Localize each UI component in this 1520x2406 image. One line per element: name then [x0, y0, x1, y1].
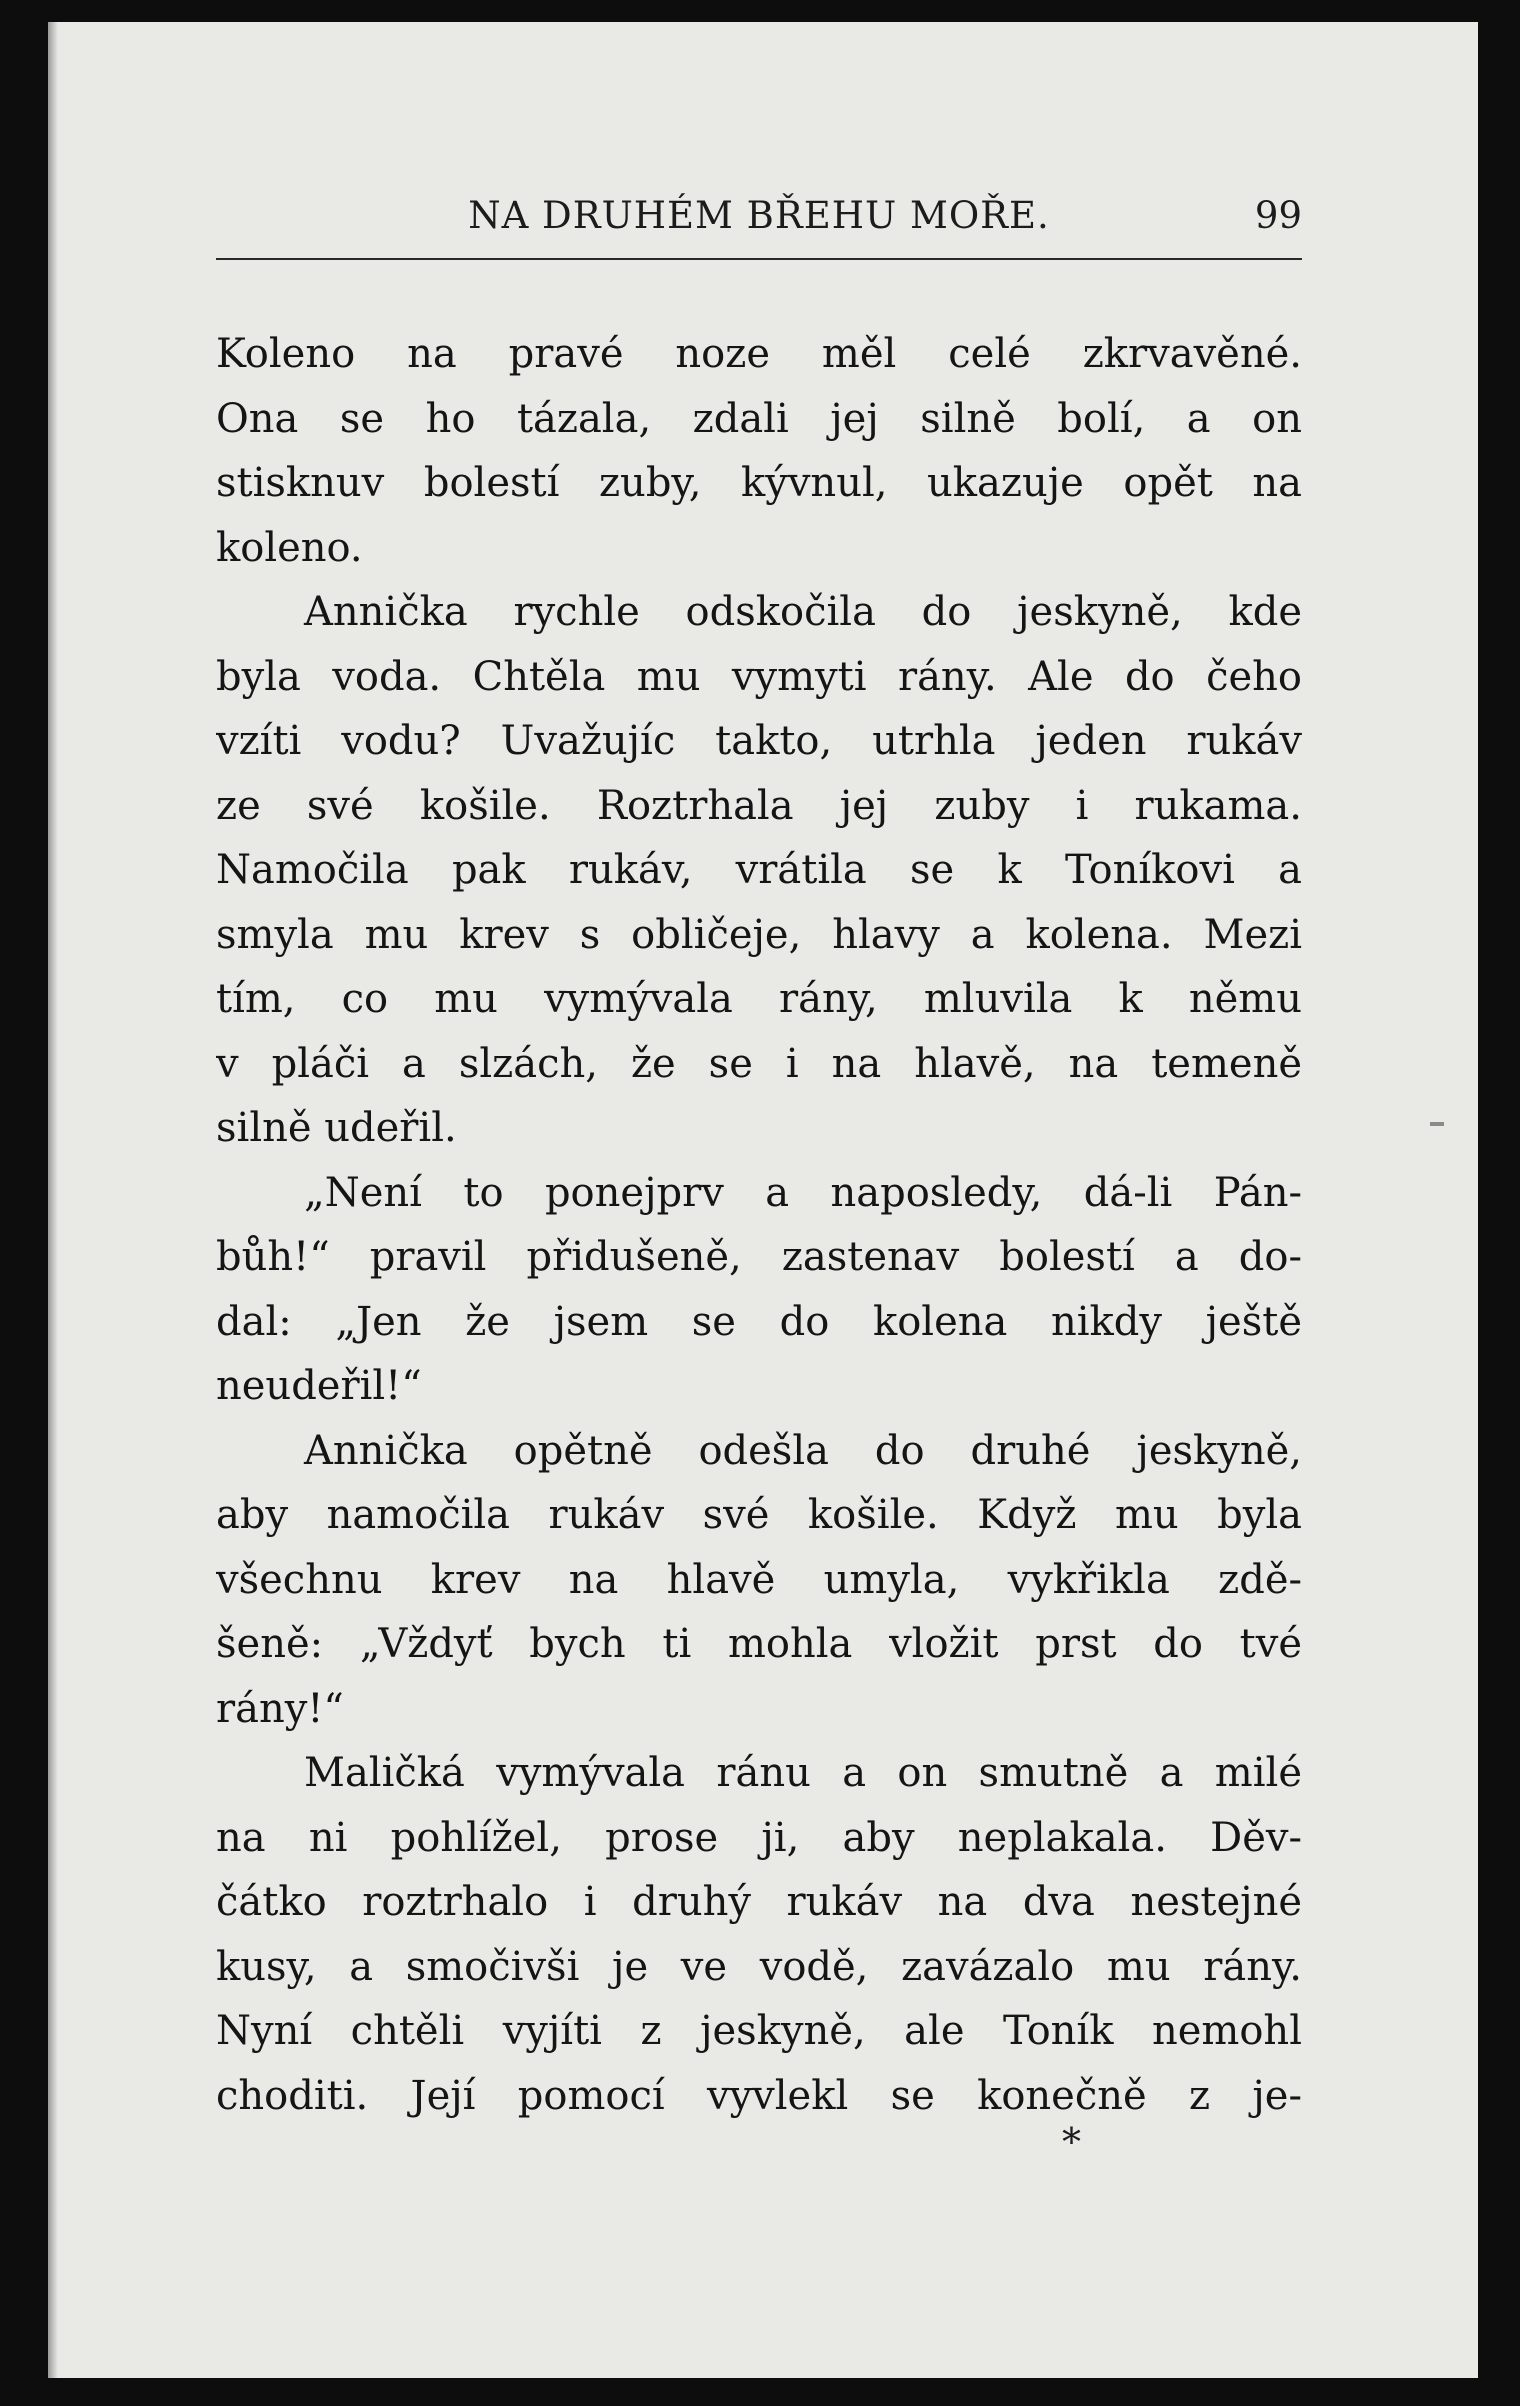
text-line: bůh!“ pravil přidušeně, zastenav bolestí a do-: [216, 1234, 1302, 1280]
paper-speck: [1430, 1122, 1444, 1126]
text-line: rány!“: [216, 1685, 344, 1732]
page-gutter-shadow: [48, 22, 58, 2378]
text-line: dal: „Jen že jsem se do kolena nikdy ještě: [216, 1298, 1302, 1345]
text-line: silně udeřil.: [216, 1105, 457, 1151]
text-line: Koleno na pravé noze měl celé zkrvavěné.: [216, 331, 1302, 377]
text-line: aby namočila rukáv své košile. Když mu byla: [216, 1492, 1302, 1538]
text-line: koleno.: [216, 524, 363, 571]
body-text: [216, 322, 1302, 2128]
text-line: čátko roztrhalo i druhý rukáv na dva nestejné: [216, 1879, 1302, 1925]
text-line: na ni pohlížel, prose ji, aby neplakala. Děv-: [216, 1814, 1302, 1861]
page-header: [216, 182, 1302, 252]
text-line: Maličká vymývala ránu a on smutně a milé: [304, 1750, 1302, 1796]
text-line: Nyní chtěli vyjíti z jeskyně, ale Toník nemohl: [216, 2008, 1302, 2054]
text-line: byla voda. Chtěla mu vymyti rány. Ale do čeho: [216, 653, 1302, 700]
book-page: [48, 22, 1478, 2378]
text-line: ze své košile. Roztrhala jej zuby i rukama.: [216, 782, 1302, 829]
text-line: choditi. Její pomocí vyvlekl se konečně z je-: [216, 2072, 1302, 2119]
text-line: smyla mu krev s obličeje, hlavy a kolena. Mezi: [216, 911, 1302, 958]
text-line: tím, co mu vymývala rány, mluvila k němu: [216, 976, 1302, 1022]
text-line: všechnu krev na hlavě umyla, vykřikla zdě-: [216, 1556, 1302, 1603]
running-title: NA DRUHÉM BŘEHU MOŘE.: [468, 194, 1050, 237]
text-line: stisknuv bolestí zuby, kývnul, ukazuje opět na: [216, 460, 1302, 506]
text-line: Namočila pak rukáv, vrátila se k Toníkovi a: [216, 847, 1302, 893]
text-line: kusy, a smočivši je ve vodě, zavázalo mu rány.: [216, 1943, 1302, 1990]
text-line: vzíti vodu? Uvažujíc takto, utrhla jeden rukáv: [216, 718, 1302, 764]
text-line: Annička rychle odskočila do jeskyně, kde: [304, 589, 1302, 635]
signature-mark: *: [1062, 2120, 1081, 2164]
text-line: Annička opětně odešla do druhé jeskyně,: [304, 1427, 1302, 1474]
header-rule: [216, 258, 1302, 260]
text-line: šeně: „Vždyť bych ti mohla vložit prst do tvé: [216, 1621, 1302, 1667]
text-line: „Není to ponejprv a naposledy, dá-li Pán-: [304, 1169, 1302, 1216]
text-line: Ona se ho tázala, zdali jej silně bolí, a on: [216, 395, 1302, 442]
text-line: v pláči a slzách, že se i na hlavě, na temeně: [216, 1040, 1302, 1087]
text-line: neudeřil!“: [216, 1363, 422, 1409]
page-number: 99: [1254, 194, 1302, 237]
